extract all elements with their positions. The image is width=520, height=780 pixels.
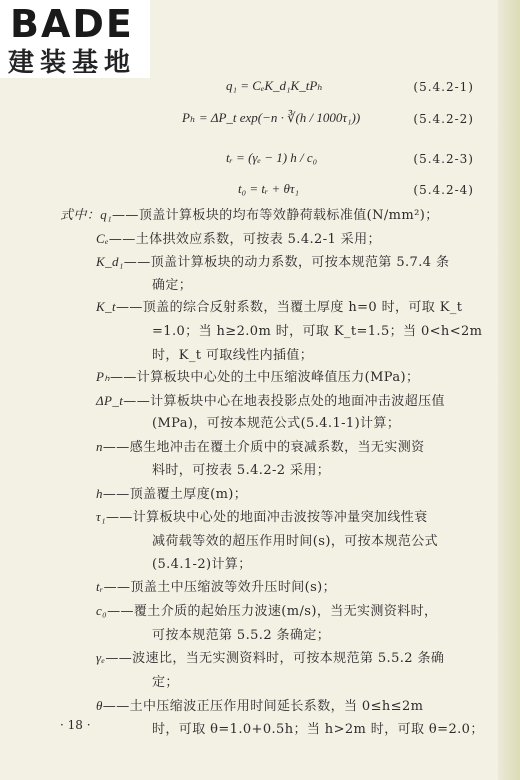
definition-line	[96, 576, 336, 595]
definition-text: 确定；	[152, 278, 193, 293]
definition-line	[96, 251, 449, 270]
definition-line	[152, 530, 438, 549]
definition-text: ——计算板块中心在地表投影点处的地面冲击波超压值	[123, 394, 445, 409]
logo-brand: BADE	[10, 2, 134, 46]
equation-1-number: (5.4.2-1)	[413, 80, 474, 94]
equation-3: tᵣ = (γₑ − 1) h / c₀	[226, 150, 318, 165]
equation-4-number: (5.4.2-4)	[413, 183, 474, 197]
equation-3-number: (5.4.2-3)	[413, 152, 474, 166]
definition-text: ——覆土介质的起始压力波速(m/s)，当无实测资料时，	[107, 604, 438, 619]
definition-text: ——顶盖覆土厚度(m)；	[102, 487, 248, 502]
definition-symbol: K_t	[96, 299, 116, 314]
definition-symbol: n	[96, 439, 103, 454]
page-number: · 18 ·	[60, 718, 91, 732]
definition-line	[96, 296, 462, 315]
page-edge	[498, 0, 520, 780]
definition-symbol: γₑ	[96, 650, 106, 665]
definition-text: ——顶盖土中压缩波等效升压时间(s)；	[103, 580, 337, 595]
definition-line	[96, 366, 419, 385]
definition-text: ——顶盖的综合反射系数，当覆土厚度 h=0 时，可取 K_t	[115, 300, 463, 315]
definition-symbol: tᵣ	[96, 579, 104, 594]
definition-line	[96, 228, 381, 247]
logo-cn: 建装基地	[8, 48, 137, 78]
equation-4: t₀ = tᵣ + θτ₁	[238, 181, 300, 196]
definition-text: ——顶盖计算板块的均布等效静荷载标准值(N/mm²)；	[112, 208, 439, 223]
definition-line	[96, 390, 445, 409]
definition-line	[152, 344, 313, 363]
definition-line	[96, 647, 444, 666]
definition-line	[152, 624, 330, 643]
definition-line	[96, 483, 247, 502]
definition-text: ——计算板块中心处的地面冲击波按等冲量突加线性衰	[105, 510, 428, 525]
definition-symbol: 式中：q₁	[60, 207, 113, 222]
definition-text: 时，K_t 可取线性内插值；	[152, 348, 314, 363]
definition-text: 料时，可按表 5.4.2-2 采用；	[152, 463, 331, 478]
equation-1: q₁ = CₑK_d₁K_tPₕ	[226, 78, 323, 93]
definition-text: ——顶盖计算板块的动力系数，可按本规范第 5.7.4 条	[123, 255, 450, 270]
definition-text: ——感生地冲击在覆土介质中的衰减系数，当无实测资	[102, 440, 425, 455]
definition-line	[60, 204, 439, 223]
equation-2-number: (5.4.2-2)	[413, 112, 474, 126]
definition-line	[152, 553, 252, 572]
definition-text: ——波速比，当无实测资料时，可按本规范第 5.5.2 条确	[105, 651, 445, 666]
definition-line	[96, 506, 428, 525]
definition-line	[152, 274, 192, 293]
definition-line	[152, 412, 400, 431]
definition-line	[96, 695, 423, 714]
definition-symbol: θ	[96, 698, 103, 713]
definition-line	[152, 459, 330, 478]
definition-line	[152, 718, 484, 737]
definition-text: 时，可取 θ=1.0+0.5h；当 h>2m 时，可取 θ=2.0；	[152, 722, 484, 737]
definition-text: ——土体拱效应系数，可按表 5.4.2-1 采用；	[108, 232, 381, 247]
definition-text: 定；	[152, 675, 179, 690]
definition-text: 可按本规范第 5.5.2 条确定；	[152, 628, 331, 643]
definition-symbol: c₀	[96, 603, 108, 618]
definition-symbol: Pₕ	[96, 369, 110, 384]
definition-symbol: K_d₁	[96, 254, 124, 269]
definition-line	[152, 320, 482, 339]
definition-text: (5.4.1-2)计算；	[152, 557, 252, 572]
definition-symbol: ΔP_t	[96, 393, 124, 408]
definition-text: =1.0；当 h≥2.0m 时，可取 K_t=1.5；当 0<h<2m	[152, 324, 483, 339]
equation-2: Pₕ = ΔP_t exp(−n · ∛(h / 1000τ₁))	[182, 110, 361, 125]
definition-text: (MPa)，可按本规范公式(5.4.1-1)计算；	[152, 416, 401, 431]
definition-symbol: τ₁	[96, 509, 106, 524]
definition-symbol: Cₑ	[96, 231, 109, 246]
definition-line	[96, 600, 437, 619]
definition-text: ——计算板块中心处的土中压缩波峰值压力(MPa)；	[110, 370, 420, 385]
definition-line	[152, 671, 179, 690]
watermark-logo	[0, 0, 150, 78]
definition-symbol: h	[96, 486, 103, 501]
definition-text: 减荷载等效的超压作用时间(s)，可按本规范公式	[152, 534, 439, 549]
definition-line	[96, 436, 425, 455]
definition-text: ——土中压缩波正压作用时间延长系数，当 0≤h≤2m	[102, 699, 424, 714]
